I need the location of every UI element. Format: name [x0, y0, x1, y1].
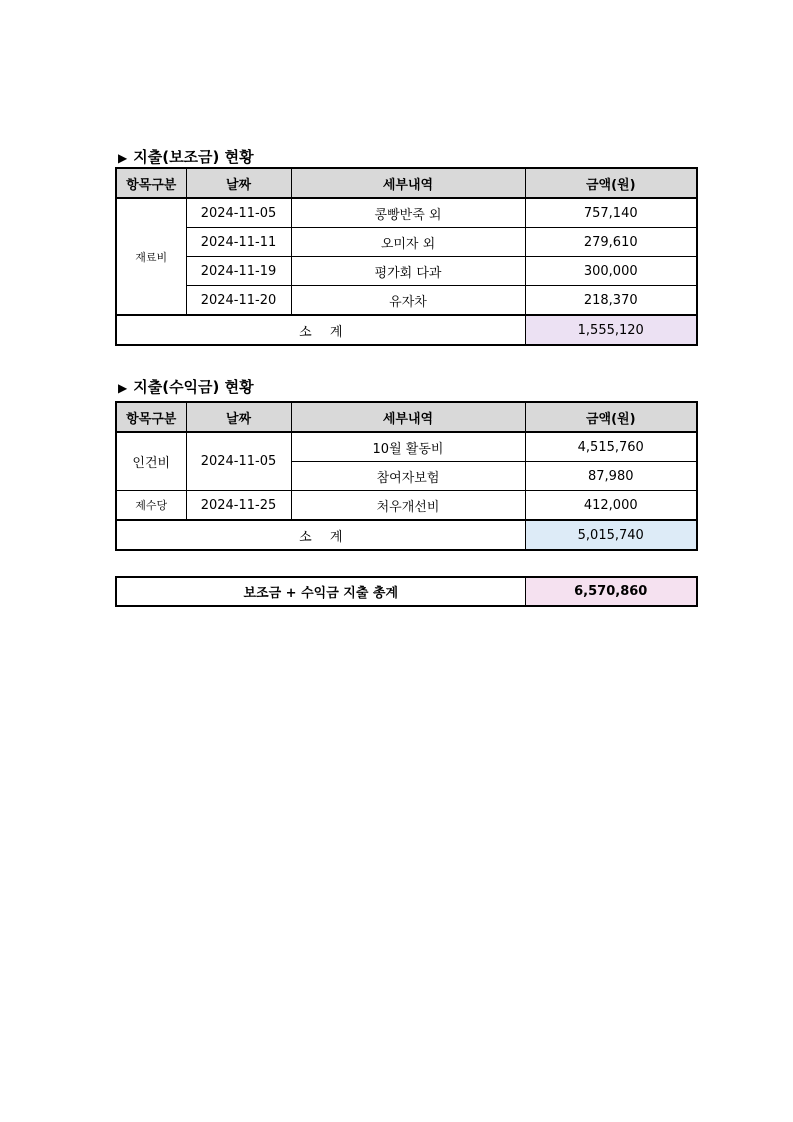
header-detail: 세부내역: [291, 168, 525, 198]
category-cell: 제수당: [116, 491, 186, 521]
amount-cell: 87,980: [525, 462, 697, 491]
table-header-row: [116, 402, 697, 432]
detail-cell: 콩빵반죽 외: [291, 198, 525, 228]
amount-cell: 412,000: [525, 491, 697, 521]
table-row: [116, 491, 697, 521]
grand-total-value: 6,570,860: [525, 577, 697, 606]
header-amount: 금액(원): [525, 402, 697, 432]
date-cell: 2024-11-25: [186, 491, 291, 521]
table-row: [116, 432, 697, 462]
subtotal-row: [116, 315, 697, 345]
section-title-revenue: [118, 377, 254, 398]
triangle-right-icon: ▶: [118, 151, 128, 165]
amount-cell: 218,370: [525, 286, 697, 316]
triangle-right-icon: ▶: [118, 381, 128, 395]
subtotal-label: 소 계: [116, 520, 525, 550]
detail-cell: 평가회 다과: [291, 257, 525, 286]
date-cell: 2024-11-05: [186, 432, 291, 491]
grand-total-label: 보조금 + 수익금 지출 총계: [116, 577, 525, 606]
header-detail: 세부내역: [291, 402, 525, 432]
header-category: 항목구분: [116, 402, 186, 432]
section-title-subsidy: [118, 147, 254, 168]
table-row: [116, 228, 697, 257]
date-cell: 2024-11-11: [186, 228, 291, 257]
detail-cell: 처우개선비: [291, 491, 525, 521]
category-cell: 인건비: [116, 432, 186, 491]
table-row: [116, 257, 697, 286]
grand-total-row: [116, 577, 697, 606]
detail-cell: 10월 활동비: [291, 432, 525, 462]
header-category: 항목구분: [116, 168, 186, 198]
section-title-text: 지출(보조금) 현황: [133, 148, 254, 166]
detail-cell: 오미자 외: [291, 228, 525, 257]
category-cell: 재료비: [116, 198, 186, 315]
detail-cell: 참여자보험: [291, 462, 525, 491]
amount-cell: 757,140: [525, 198, 697, 228]
amount-cell: 279,610: [525, 228, 697, 257]
header-amount: 금액(원): [525, 168, 697, 198]
table-header-row: [116, 168, 697, 198]
table-row: [116, 198, 697, 228]
date-cell: 2024-11-05: [186, 198, 291, 228]
date-cell: 2024-11-19: [186, 257, 291, 286]
revenue-expense-table: [115, 401, 698, 551]
subtotal-row: [116, 520, 697, 550]
subsidy-expense-table: [115, 167, 698, 346]
subtotal-value: 1,555,120: [525, 315, 697, 345]
detail-cell: 유자차: [291, 286, 525, 316]
header-date: 날짜: [186, 168, 291, 198]
subtotal-value: 5,015,740: [525, 520, 697, 550]
date-cell: 2024-11-20: [186, 286, 291, 316]
section-title-text: 지출(수익금) 현황: [133, 378, 254, 396]
grand-total-table: [115, 576, 698, 607]
header-date: 날짜: [186, 402, 291, 432]
amount-cell: 300,000: [525, 257, 697, 286]
table-row: [116, 286, 697, 316]
subtotal-label: 소 계: [116, 315, 525, 345]
amount-cell: 4,515,760: [525, 432, 697, 462]
